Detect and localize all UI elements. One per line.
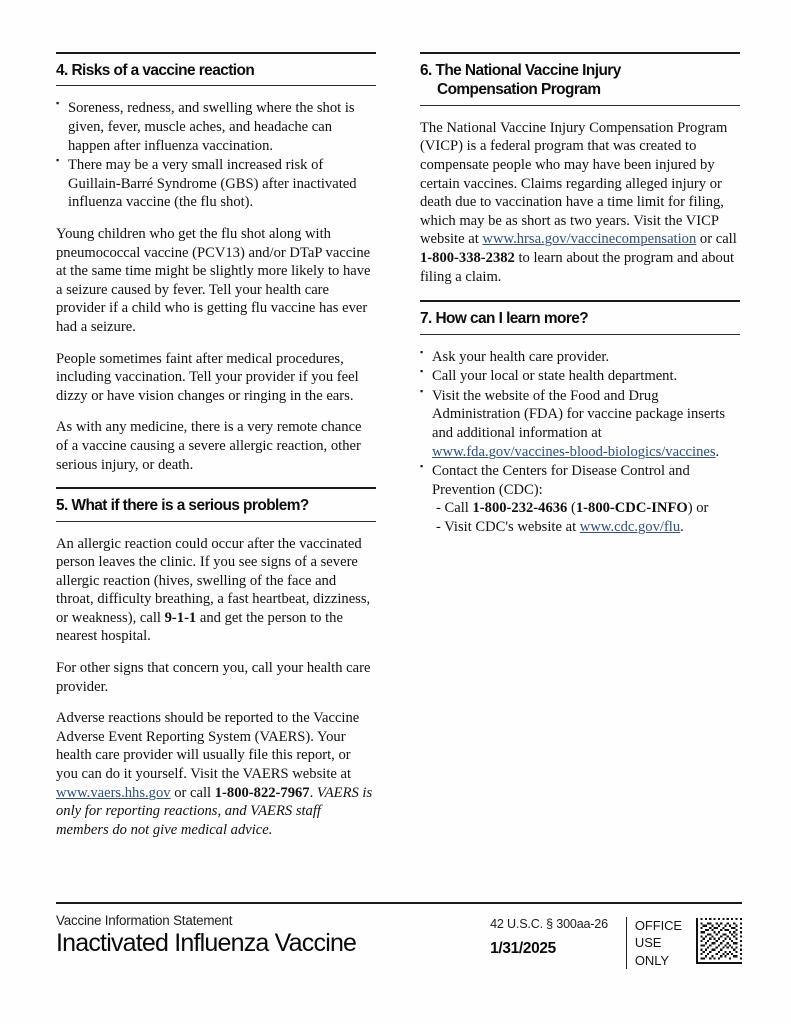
- cdc-visit-prefix: - Visit CDC's website at: [436, 518, 580, 535]
- cdc-sub-bullet-website: [432, 518, 740, 537]
- vaers-phone-number: 1-800-822-7967: [214, 784, 310, 801]
- fda-bullet-text: Visit the website of the Food and Drug Administration (FDA) for vaccine package inserts and additional information at: [432, 387, 726, 441]
- cdc-bullet-text: Contact the Centers for Disease Control and Prevention (CDC):: [432, 463, 690, 498]
- office-use-line-1: OFFICE: [634, 918, 682, 933]
- vaers-disclaimer: VAERS is only for reporting reactions, and VAERS staff members do not give medical advice.: [56, 784, 373, 838]
- section-4-paragraph-1: Young children who get the flu shot along with pneumococcal vaccine (PCV13) and/or DTaP vaccine at the same time might be slightly more likely to have a seizure caused by fever. Tell your health care provider if a child who is getting flu vaccine has ever had a seizure.: [56, 225, 371, 335]
- footer-title-block: [56, 913, 356, 958]
- left-column: [56, 52, 376, 852]
- section-7-heading: 7. How can I learn more?: [420, 310, 589, 328]
- section-6-heading-line-2: Compensation Program: [437, 81, 601, 99]
- list-item: ▪ There may be a very small increased risk of Guillain-Barré Syndrome (GBS) after inactivated influenza vaccine (the flu shot).: [56, 156, 376, 212]
- two-column-body: [56, 52, 740, 852]
- section-rule-top: [56, 52, 376, 54]
- section-rule-top: [420, 52, 740, 54]
- section-5-p3-text-a: Adverse reactions should be reported to the Vaccine Adverse Event Reporting System (VAERS). Your health care provider will usually file this report, or you can do it yourself. Visit the VAERS website at: [56, 710, 360, 783]
- section-4-heading: 4. Risks of a vaccine reaction: [56, 62, 255, 79]
- footer-legal-block: [490, 917, 616, 958]
- office-use-line-2: USE: [634, 935, 662, 951]
- list-item: [420, 387, 740, 461]
- section-4-paragraph-2: People sometimes faint after medical procedures, including vaccination. Tell your provider if you feel dizzy or have vision changes or ringing in the ears.: [56, 350, 359, 404]
- section-4-bullet-list: [56, 99, 376, 212]
- footer-usc-citation: 42 U.S.C. § 300aa-26: [490, 917, 608, 931]
- cdc-visit-period: .: [680, 518, 684, 535]
- cdc-call-paren-open: (: [567, 500, 576, 517]
- cdc-call-prefix: - Call: [436, 500, 473, 517]
- cdc-flu-link[interactable]: www.cdc.gov/flu: [579, 518, 681, 535]
- section-5-p1-text-b: and get the person to the nearest hospital.: [56, 609, 343, 645]
- emergency-number: 9-1-1: [164, 609, 197, 626]
- section-5-paragraph-2: For other signs that concern you, call your health care provider.: [56, 660, 371, 695]
- office-use-only-label: [626, 917, 682, 969]
- section-rule-top: [56, 487, 376, 489]
- cdc-sub-bullet-call: [432, 499, 740, 518]
- section-5-p3-text-b: or call: [170, 784, 215, 801]
- footer-revision-date: 1/31/2025: [490, 940, 556, 957]
- section-7-learn-more: [420, 300, 740, 536]
- cdc-call-suffix: ) or: [687, 500, 709, 517]
- section-rule-bottom: [56, 85, 376, 86]
- section-6-vicp: [420, 52, 740, 286]
- datamatrix-barcode-icon: [696, 918, 742, 964]
- cdc-phone-alpha: 1-800-CDC-INFO: [575, 500, 688, 517]
- section-5-p1-text-a: An allergic reaction could occur after the vaccinated person leaves the clinic. If you see signs of a severe allergic reaction (hives, swelling of the face and throat, difficulty breathing, a fast heartbeat, dizziness, or weakness), call: [56, 535, 371, 626]
- section-7-bullet-list: [420, 348, 740, 537]
- footer-divider: [56, 902, 742, 904]
- office-use-line-3: ONLY: [634, 952, 669, 968]
- right-column: [420, 52, 740, 852]
- section-5-paragraph-1: [56, 535, 376, 647]
- list-item: ▪ Soreness, redness, and swelling where the shot is given, fever, muscle aches, and headache can happen after influenza vaccination.: [56, 99, 376, 155]
- section-5-heading: 5. What if there is a serious problem?: [56, 497, 309, 515]
- section-6-heading: [420, 61, 740, 100]
- vaers-website-link[interactable]: www.vaers.hhs.gov: [56, 784, 171, 801]
- section-5-paragraph-3: [56, 709, 376, 839]
- list-item: ▪ Call your local or state health department.: [420, 367, 740, 386]
- section-5-p3-text-c: .: [309, 784, 317, 801]
- fda-bullet-period: .: [715, 443, 720, 460]
- fda-vaccines-link[interactable]: www.fda.gov/vaccines-blood-biologics/vaccines: [432, 443, 716, 460]
- section-4-risks: [56, 52, 376, 474]
- footer-kicker: Vaccine Information Statement: [56, 913, 233, 928]
- section-4-paragraph-3: As with any medicine, there is a very remote chance of a vaccine causing a severe allergic reaction, other serious injury, or death.: [56, 419, 362, 473]
- section-6-paragraph-1: [420, 119, 740, 286]
- section-5-serious-problem: [56, 487, 376, 839]
- footer-document-title: Inactivated Influenza Vaccine: [56, 929, 357, 958]
- list-item: ▪ Ask your health care provider.: [420, 348, 740, 367]
- cdc-phone-number: 1-800-232-4636: [472, 500, 568, 517]
- list-item: [420, 462, 740, 536]
- section-rule-bottom: [420, 334, 740, 335]
- hrsa-vicp-link[interactable]: www.hrsa.gov/vaccinecompensation: [482, 231, 697, 248]
- section-6-p1-text-b: or call: [696, 231, 737, 248]
- section-6-p1-text-a: The National Vaccine Injury Compensation Program (VICP) is a federal program that was created to compensate people who may have been injured by certain vaccines. Claims regarding alleged injury or death due to vaccination have a time limit for filing, which may be as short as two years. Visit the VICP website at: [420, 119, 728, 248]
- section-rule-bottom: [420, 105, 740, 106]
- vicp-phone-number: 1-800-338-2382: [420, 249, 515, 266]
- footer-meta-block: [490, 917, 742, 969]
- page-footer: [56, 902, 742, 969]
- section-6-p1-text-c: to learn about the program and about filing a claim.: [420, 249, 735, 285]
- section-6-heading-line-1: 6. The National Vaccine Injury: [420, 62, 621, 79]
- section-rule-bottom: [56, 521, 376, 522]
- section-rule-top: [420, 300, 740, 302]
